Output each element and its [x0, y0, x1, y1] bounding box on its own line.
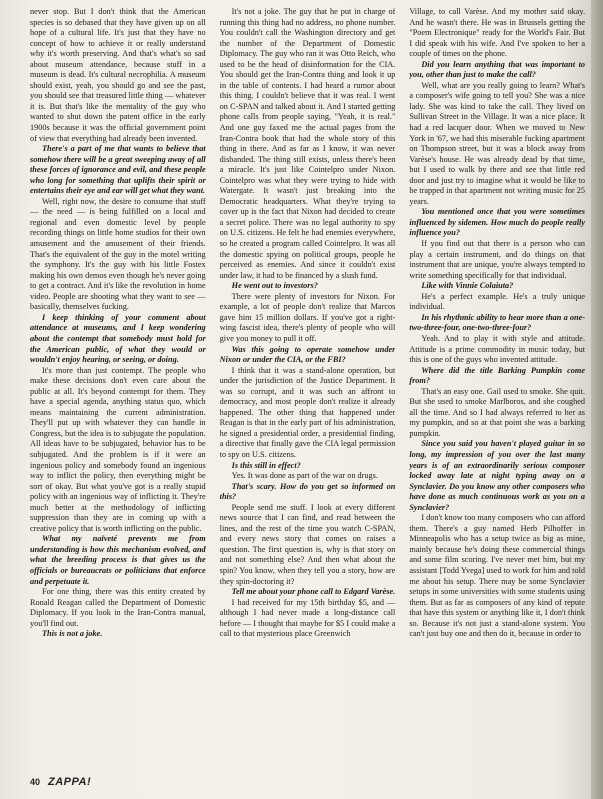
- column-2: [220, 7, 396, 765]
- interview-question: Like with Vinnie Colaiuta?: [421, 281, 514, 291]
- interview-question: That's scary. How do you get so informed on this?: [219, 481, 396, 502]
- interview-question: Did you learn anything that was important to you, other than just to make the call?: [409, 59, 586, 80]
- interview-answer: Yes. It was done as part of the war on drugs.: [231, 471, 378, 481]
- column-1: [30, 7, 206, 765]
- interview-answer: If you find out that there is a person who can play a certain instrument, and do things on that instrument that are unique, you're always tempted to write something specifically for that individual.: [409, 239, 586, 280]
- interview-answer: He's a perfect example. He's a truly unique individual.: [409, 291, 586, 312]
- page-binding-edge: [591, 0, 603, 799]
- interview-answer: I think that it was a stand-alone operation, but under the jurisdiction of the Justice Department. It was so corrupt, and it was such an affront to democracy, and most people don't realize it already happened. The other thing that happened under Reagan is that in the early part of his administration, he signed a presidential order, a presidential finding, a directive that finally gave the CIA legal permission to spy on U.S. citizens.: [219, 365, 396, 459]
- article-columns: [30, 7, 585, 765]
- interview-question: Tell me about your phone call to Edgard Varèse.: [231, 587, 396, 597]
- interview-question: This is not a joke.: [42, 629, 103, 639]
- interview-question: Was this going to operate somehow under Nixon or under the CIA, or the FBI?: [219, 344, 396, 365]
- interview-question: What my naïveté prevents me from understanding is how this mechanism evolved, and what the breeding process is that gives us the officials or bureaucrats or politicians that enforce and perpetuate it.: [30, 534, 206, 586]
- interview-answer: People send me stuff. I look at every different news source that I can find, and read between the lines, and the rest of the time you watch C-SPAN, and every news story that comes on raises a question. The first question is, why is that story on and not something else? And then what about the spin? You know, when they tell you a story, how are they spin-doctoring it?: [219, 502, 396, 586]
- page-number: 40: [30, 777, 41, 787]
- interview-answer: It's more than just contempt. The people who make these decisions don't even care about the public at all. It's beyond contempt for them. They have a special agenda, anything status quo, which means maintaining the current administration. They'll put up with whatever they can handle in Congress, but the idea is to subjugate the population. All ideas have to be subjugated, behavior has to be subjugated. And the problem is if it were an ingenious policy and somebody found an ingenious way to inflict the policy, then everything might be sort of okay. But what you've got is a really stupid policy with an ingenious way of inflicting it. They're much better at the methodology of inflicting suppression than they are in coming up with a creative policy that is worth inflicting on the public.: [30, 365, 206, 533]
- interview-answer: I had received for my 15th birthday $5, and — although I had never made a long-distance call before — I thought that maybe for $5 I could make a call to that mysterious place Greenwich: [219, 597, 396, 639]
- interview-answer: never stop. But I don't think that the American species is so debased that they have given up on all hope of a cultural life. It's just that they have no concept of how to achieve it or really understand why it's worth preserving. And that's what's so sad about museum attendance, because stuff in a museum is dead. It's cultural necrophilia. A museum should exist, yeah, you should go and see the past, you should see that treasured little thing — whatever it is. But that's like the mentality of the guy who wanted to shut down the patent office in the early 1900s because it was the official government point of view that everything had already been invented.: [30, 7, 206, 143]
- interview-answer: Village, to call Varèse. And my mother said okay. And he wasn't there. He was in Brussels getting the "Poem Electronique" ready for the World's Fair. But I did speak with his wife. And I've spoken to her a couple of times on the phone.: [409, 7, 586, 59]
- page-footer: [30, 776, 91, 788]
- interview-answer: It's not a joke. The guy that he put in charge of running this thing had no address, no phone number. You couldn't call the Washington directory and get the number of the Department of Domestic Diplomacy. The guy who ran it was Otto Reich, who used to be the head of disinformation for the CIA. You should get the Iran-Contra thing and look it up in the table of contents. I had heard a rumor about this thing. I couldn't believe that it was real. I went on C-SPAN and talked about it. And I started getting phone calls from people saying, "Yeah, it is real." And one guy faxed me the actual pages from the Iran-Contra book that had the whole story of this thing in there. And as far as I know, it was never disbanded. The thing still exists, unless there's been a miracle. It's just like Cointelpro under Nixon. Cointelpro was what they were trying to hide with Watergate. It wasn't just breaking into the Democratic headquarters. What they're trying to cover up is the fact that Nixon had decided to create a secret police. There was no legal authority to spy on U.S. citizens. He felt he had enemies everywhere, so he created a program called Cointelpro. It was all the domestic spying on political groups, people he perceived as enemies. And since it couldn't exist under law, it had to be financed by a slush fund.: [219, 7, 396, 280]
- interview-question: I keep thinking of your comment about attendance at museums, and I keep wondering about the contempt that somebody must hold for the American public, of what they would or wouldn't enjoy hearing, or seeing, or doing.: [30, 312, 206, 365]
- interview-question: Since you said you haven't played guitar in so long, my impression of you over the last many years is of an extraordinarily serious composer locked away late at night typing away on a Synclavier. Do you know any other composers who have done as much continuous work as you on a Synclavier?: [409, 439, 586, 512]
- interview-answer: There were plenty of investors for Nixon. For example, a lot of people don't realize that Marcos gave him 15 million dollars. If you've got a right-wing fascist idea, there's plenty of people who will give you money to pull it off.: [219, 291, 396, 343]
- interview-question: Where did the title Barking Pumpkin come from?: [409, 365, 586, 386]
- interview-answer: Well, what are you really going to learn? What's a composer's wife going to tell you? She was a nice lady. She was kind to take the call. They lived on Sullivan Street in the Village. It was a nice place. It had a red lacquer door. When we moved to New York in '67, we had this miserable fucking apartment on Thompson street, but it was a block away from Varèse's house. He was already dead by that time, but I used to walk by there and see that little red door and just try to imagine what it would be like to be trapped in that apartment not writing music for 25 years.: [409, 80, 586, 206]
- interview-question: Is this still in effect?: [231, 460, 301, 470]
- interview-answer: Yeah. And to play it with style and attitude. Attitude is a prime commodity in music today, but this is one of the guys who invented attitude.: [409, 333, 586, 365]
- interview-answer: That's an easy one. Gail used to smoke. She quit. But she used to smoke Marlboros, and she coughed all the time. And so I had always referred to her as my pumpkin, and so at that point she was a barking pumpkin.: [409, 386, 586, 438]
- interview-answer: Well, right now, the desire to consume that stuff — the need — is being fulfilled on a local and regional and even domestic level by people recording things on little home studios for their own amusement and the amusement of their friends. That's the equivalent of the guy in the motel writing the symphony. It's the guy with his little Fostex making his own demos even though he's never going to get a contract. And it's like the revolution in home video. People are shooting what they want to see — basically, themselves fucking.: [30, 196, 206, 312]
- column-3: [409, 7, 585, 765]
- interview-question: In his rhythmic ability to hear more than a one-two-three-four, one-two-three-four?: [409, 312, 586, 333]
- magazine-name: ZAPPA!: [48, 776, 92, 788]
- interview-answer: I don't know too many composers who can afford them. There's a guy named Herb Pilhoffer in Minneapolis who has a setup twice as big as mine, mainly because he's doing these commercial things and some film scoring. I've never met him, but my assistant [Todd Yvega] used to work for him and told me about his setup. There may be some Synclavier setups in some universities with some students using them. But as far as composers of any kind of repute that have this system or anything like it, I don't think so. Because it's not just a stand-alone system. You can't just buy one and then do it, because in order to: [409, 513, 586, 639]
- interview-question: You mentioned once that you were sometimes influenced by sidemen. How much do people really influence you?: [409, 207, 586, 238]
- interview-question: He went out to investors?: [231, 281, 318, 291]
- interview-answer: For one thing, there was this entity created by Ronald Reagan called the Department of Domestic Diplomacy. If you look in the Iran-Contra manual, you'll find out.: [30, 587, 206, 628]
- interview-question: There's a part of me that wants to believe that somehow there will be a great sweeping away of all these forces of ignorance and evil, and these people who long for something that uplifts their spirit or entertains their eye and ear will get what they want.: [30, 144, 206, 196]
